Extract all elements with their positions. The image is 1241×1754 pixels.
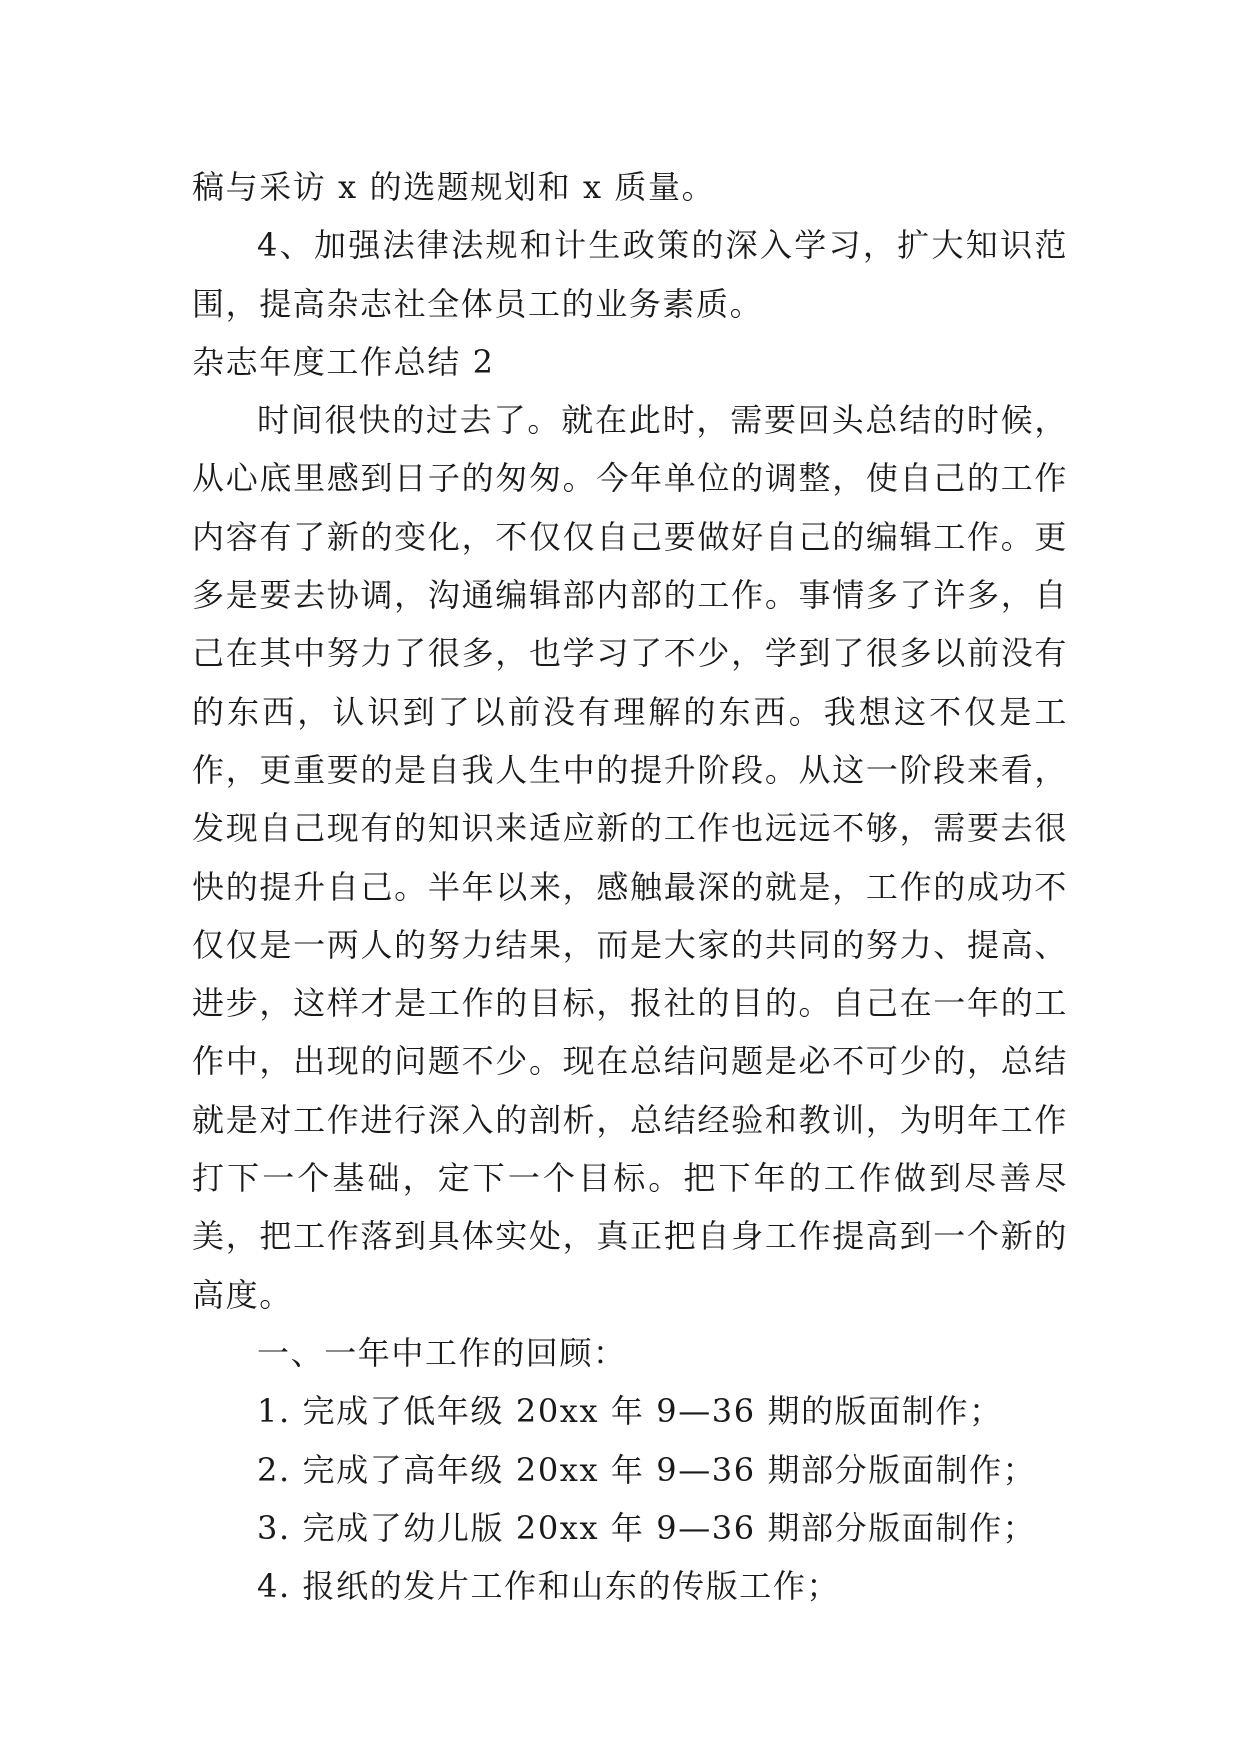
paragraph-point-4: 4、加强法律法规和计生政策的深入学习，扩大知识范围，提高杂志社全体员工的业务素质。 [192,226,1068,323]
list-item: 4. 报纸的发片工作和山东的传版工作； [257,1567,841,1606]
list-item: 3. 完成了幼儿版 20xx 年 9—36 期部分版面制作； [257,1508,1037,1547]
paragraph-summary: 时间很快的过去了。就在此时，需要回头总结的时候，从心底里感到日子的匆匆。今年单位的调整，使自己的工作内容有了新的变化，不仅仅自己要做好自己的编辑工作。更多是要去协调，沟通编辑部内部的工作。事情多了许多，自己在其中努力了很多，也学习了不少，学到了很多以前没有的东西，认识到了以前没有理解的东西。我想这不仅是工作，更重要的是自我人生中的提升阶段。从这一阶段来看，发现自己现有的知识来适应新的工作也远远不够，需要去很快的提升自己。半年以来，感触最深的就是，工作的成功不仅仅是一两人的努力结果，而是大家的共同的努力、提高、进步，这样才是工作的目标，报社的目的。自己在一年的工作中，出现的问题不少。现在总结问题是必不可少的，总结就是对工作进行深入的剖析，总结经验和教训，为明年工作打下一个基础，定下一个目标。把下年的工作做到尽善尽美，把工作落到具体实处，真正把自身工作提高到一个新的高度。 [192,401,1068,1314]
subsection-heading: 一、一年中工作的回顾： [257,1333,627,1372]
section-heading: 杂志年度工作总结 2 [192,342,495,381]
list-item: 2. 完成了高年级 20xx 年 9—36 期部分版面制作； [257,1450,1037,1489]
list-item: 1. 完成了低年级 20xx 年 9—36 期的版面制作； [257,1392,1003,1431]
paragraph-continuation: 稿与采访 x 的选题规划和 x 质量。 [192,168,716,206]
document-body [192,158,1068,1615]
